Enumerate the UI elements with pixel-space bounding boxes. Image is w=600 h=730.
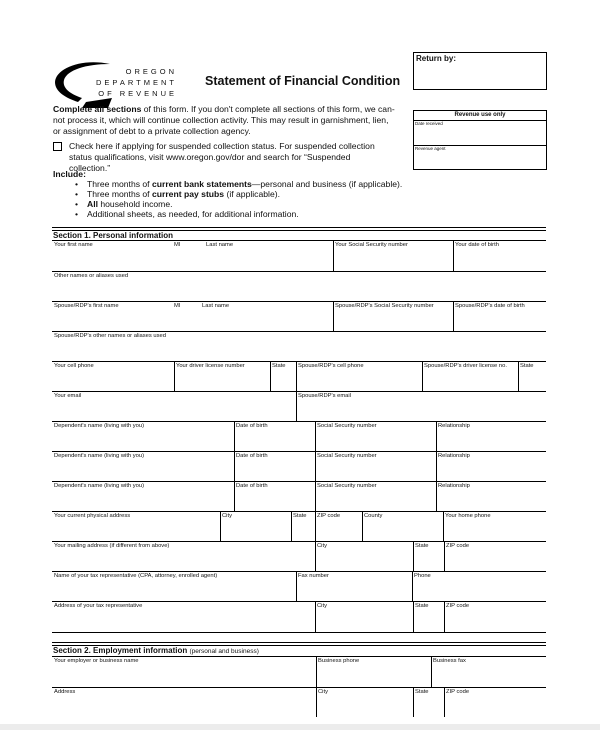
relationship-field[interactable] [437, 482, 546, 510]
spouse-rdp-s-first-name-field[interactable] [53, 302, 171, 330]
oregon-dor-logo [52, 58, 177, 110]
field-label: Date of birth [236, 483, 268, 489]
page-bottom-margin [0, 724, 600, 730]
intro-paragraph [53, 104, 398, 137]
form-row-rule [52, 632, 546, 633]
social-security-number-field[interactable] [316, 452, 436, 480]
return-by-label: Return by: [416, 54, 456, 63]
section2-double-rule [52, 642, 546, 643]
field-label: City [317, 543, 327, 549]
logo-line-3: OF REVENUE [98, 89, 177, 98]
your-cell-phone-field[interactable] [53, 362, 174, 390]
state-field[interactable] [519, 362, 546, 390]
name-of-your-tax-representative-cpa-attorney-enrolled-agent-field[interactable] [53, 572, 296, 600]
spouse-rdp-s-driver-license-no-field[interactable] [423, 362, 518, 390]
your-first-name-field[interactable] [53, 241, 171, 270]
field-label: Your mailing address (if different from above) [54, 543, 170, 549]
field-label: Address [54, 689, 76, 695]
fax-number-field[interactable] [297, 572, 412, 600]
state-field[interactable] [271, 362, 296, 390]
field-label: Spouse/RDP's Social Security number [335, 303, 434, 309]
field-label: State [520, 363, 534, 369]
date-received-field: Date received [414, 121, 546, 146]
business-fax-field[interactable] [432, 657, 546, 686]
field-label: Spouse/RDP's date of birth [455, 303, 525, 309]
field-label: Dependent's name (living with you) [54, 483, 145, 489]
date-of-birth-field[interactable] [235, 452, 315, 480]
field-label: Last name [202, 303, 230, 309]
mi-field[interactable] [173, 241, 203, 270]
field-label: Your cell phone [54, 363, 94, 369]
field-label: Spouse/RDP's first name [54, 303, 119, 309]
zip-code-field[interactable] [445, 688, 546, 716]
field-label: Business phone [318, 658, 360, 664]
section1-title: Section 1. Personal information [53, 231, 174, 240]
your-email-field[interactable] [53, 392, 296, 420]
phone-field[interactable] [413, 572, 546, 600]
field-label: Last name [206, 242, 234, 248]
field-label: Other names or aliases used [54, 273, 129, 279]
include-item-text: Additional sheets, as needed, for additional information. [87, 209, 299, 219]
zip-code-field[interactable] [445, 602, 546, 631]
field-label: State [415, 543, 429, 549]
city-field[interactable] [221, 512, 291, 540]
include-item-text: Three months of [87, 189, 152, 199]
field-label: Address of your tax representative [54, 603, 143, 609]
field-label: Business fax [433, 658, 466, 664]
field-label: Your current physical address [54, 513, 131, 519]
include-item-text: household income. [97, 199, 173, 209]
dependent-s-name-living-with-you-field[interactable] [53, 452, 234, 480]
field-label: City [222, 513, 232, 519]
section2-title-text: Section 2. Employment information [53, 646, 188, 655]
field-label: State [293, 513, 307, 519]
include-item [75, 179, 405, 189]
field-label: Dependent's name (living with you) [54, 453, 145, 459]
field-label: ZIP code [446, 543, 470, 549]
field-label: State [272, 363, 286, 369]
field-label: City [318, 689, 328, 695]
suspended-collection-text: Check here if applying for suspended collection status. For suspended collection status qualifications, visit www.oregon.gov/dor and search for “Suspended collection.” [69, 141, 375, 173]
mi-field[interactable] [173, 302, 199, 330]
your-date-of-birth-field[interactable] [454, 241, 546, 270]
field-label: ZIP code [446, 603, 470, 609]
address-field[interactable] [53, 688, 316, 716]
relationship-field[interactable] [437, 452, 546, 480]
include-item-text: (if applicable). [224, 189, 280, 199]
include-list [75, 179, 405, 219]
field-label: Social Security number [317, 453, 377, 459]
revenue-use-only-title: Revenue use only [414, 111, 546, 121]
include-item-bold: current pay stubs [151, 189, 225, 199]
field-label: Phone [414, 573, 431, 579]
field-label: Spouse/RDP's cell phone [298, 363, 364, 369]
spouse-rdp-s-other-names-or-aliases-used-field[interactable] [53, 332, 546, 360]
include-item-text: —personal and business (if applicable). [251, 179, 403, 189]
social-security-number-field[interactable] [316, 422, 436, 450]
field-label: Date of birth [236, 453, 268, 459]
state-field[interactable] [414, 542, 444, 570]
revenue-use-only-box [413, 110, 547, 170]
zip-code-field[interactable] [316, 512, 362, 540]
return-by-box[interactable] [413, 52, 547, 90]
include-item [75, 189, 405, 199]
field-label: Name of your tax representative (CPA, attorney, enrolled agent) [54, 573, 218, 579]
your-employer-or-business-name-field[interactable] [53, 657, 316, 686]
field-label: Spouse/RDP's other names or aliases used [54, 333, 166, 339]
state-field[interactable] [414, 602, 444, 631]
field-label: Date of birth [236, 423, 268, 429]
zip-code-field[interactable] [445, 542, 546, 570]
section1-double-rule [52, 227, 546, 228]
section2-subtitle: (personal and business) [189, 648, 259, 655]
field-label: State [415, 603, 429, 609]
intro-text: of this form. If you don't complete all sections of this form, we can-not process it, which will continue collection activity. This may result in garnishment, lien, or assignment of debt to a private collection agency. [53, 104, 395, 136]
last-name-field[interactable] [205, 241, 245, 270]
field-label: Relationship [438, 483, 470, 489]
field-label: Your driver license number [176, 363, 245, 369]
field-label: Relationship [438, 453, 470, 459]
state-field[interactable] [292, 512, 315, 540]
field-label: Your employer or business name [54, 658, 139, 664]
city-field[interactable] [317, 688, 413, 716]
field-label: MI [174, 242, 181, 248]
intro-bold: Complete all sections [53, 104, 142, 114]
spouse-rdp-s-date-of-birth-field[interactable] [454, 302, 546, 330]
include-item-bold: current bank statements [151, 179, 252, 189]
field-label: Your email [54, 393, 82, 399]
field-label: ZIP code [446, 689, 470, 695]
field-label: Social Security number [317, 423, 377, 429]
field-label: Spouse/RDP's email [298, 393, 351, 399]
spouse-rdp-s-email-field[interactable] [297, 392, 546, 420]
page-title: Statement of Financial Condition [205, 74, 401, 88]
field-label: ZIP code [317, 513, 341, 519]
field-label: City [317, 603, 327, 609]
other-names-or-aliases-used-field[interactable] [53, 272, 546, 300]
city-field[interactable] [316, 602, 413, 631]
spouse-rdp-s-cell-phone-field[interactable] [297, 362, 422, 390]
date-of-birth-field[interactable] [235, 422, 315, 450]
field-label: Your date of birth [455, 242, 499, 248]
field-label: Spouse/RDP's driver license no. [424, 363, 507, 369]
field-label: Fax number [298, 573, 329, 579]
field-label: County [364, 513, 383, 519]
field-label: Dependent's name (living with you) [54, 423, 145, 429]
include-item [75, 199, 405, 209]
field-label: State [415, 689, 429, 695]
include-item-text: Three months of [87, 179, 152, 189]
spouse-rdp-s-social-security-number-field[interactable] [334, 302, 453, 330]
your-social-security-number-field[interactable] [334, 241, 453, 270]
county-field[interactable] [363, 512, 443, 540]
social-security-number-field[interactable] [316, 482, 436, 510]
include-label: Include: [53, 169, 86, 179]
your-driver-license-number-field[interactable] [175, 362, 270, 390]
state-field[interactable] [414, 688, 444, 716]
suspended-collection-checkbox[interactable] [53, 142, 62, 151]
logo-line-1: OREGON [125, 67, 177, 76]
dependent-s-name-living-with-you-field[interactable] [53, 422, 234, 450]
field-label: Relationship [438, 423, 470, 429]
city-field[interactable] [316, 542, 413, 570]
field-label: Your Social Security number [335, 242, 408, 248]
your-mailing-address-if-different-from-above-field[interactable] [53, 542, 315, 570]
field-label: Your first name [54, 242, 93, 248]
your-home-phone-field[interactable] [444, 512, 546, 540]
include-item-bold: All [87, 199, 98, 209]
address-of-your-tax-representative-field[interactable] [53, 602, 315, 631]
business-phone-field[interactable] [317, 657, 431, 686]
include-item [75, 209, 405, 219]
field-label: MI [174, 303, 181, 309]
field-label: Social Security number [317, 483, 377, 489]
relationship-field[interactable] [437, 422, 546, 450]
logo-line-2: DEPARTMENT [96, 78, 177, 87]
revenue-agent-field: Revenue agent [415, 146, 446, 151]
your-current-physical-address-field[interactable] [53, 512, 220, 540]
field-label: Your home phone [445, 513, 491, 519]
section2-title [53, 646, 259, 655]
date-of-birth-field[interactable] [235, 482, 315, 510]
dependent-s-name-living-with-you-field[interactable] [53, 482, 234, 510]
last-name-field[interactable] [201, 302, 241, 330]
